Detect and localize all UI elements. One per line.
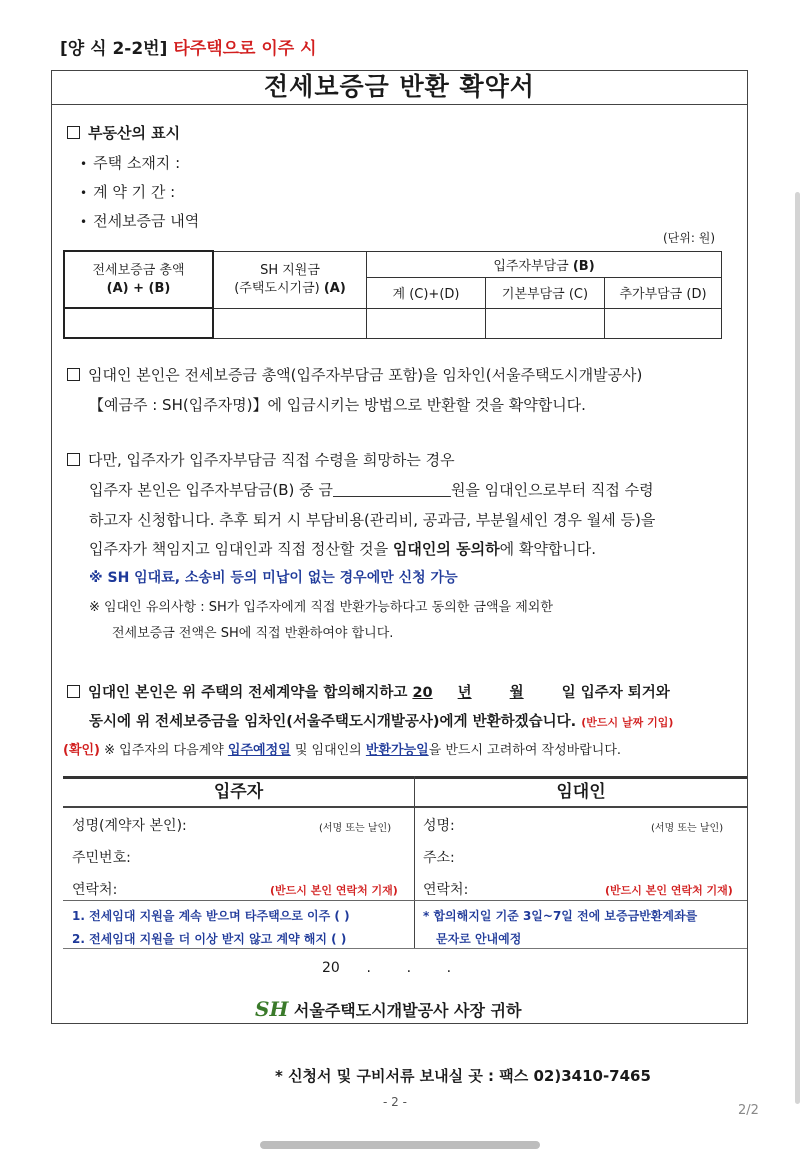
clause1-line2: 【예금주 : SH(입주자명)】에 입금시키는 방법으로 반환할 것을 확약합니다. <box>89 396 586 414</box>
clause1-line1 <box>67 364 642 385</box>
checkbox-square-icon <box>67 685 80 698</box>
confirm-text-c: 및 임대인의 <box>290 743 366 758</box>
landlord-name-label: 성명: <box>423 818 455 834</box>
clause2-line3 <box>89 538 596 559</box>
confirm-text-e: 을 반드시 고려하여 작성바랍니다. <box>428 743 622 758</box>
sh-header <box>213 251 367 308</box>
property-item-deposit <box>80 210 199 231</box>
sh-amount-cell[interactable] <box>213 308 367 338</box>
sum-amount-cell[interactable] <box>367 308 486 338</box>
tenant-contact-note: (반드시 본인 연락처 기재) <box>270 884 398 897</box>
landlord-contact-label: 연락처: <box>423 882 469 898</box>
tenant-contact-label: 연락처: <box>72 882 118 898</box>
day-label: 일 <box>561 685 576 701</box>
landlord-contact-note: (반드시 본인 연락처 기재) <box>605 884 733 897</box>
tenant-name-label: 성명(계약자 본인): <box>72 818 187 834</box>
confirm-line <box>63 739 621 758</box>
clause2-heading-text: 다만, 입주자가 입주자부담금 직접 수령을 희망하는 경우 <box>88 451 455 469</box>
scrollbar[interactable] <box>795 192 800 1104</box>
tenant-heading: 입주자 <box>213 782 264 802</box>
clause2-line2: 하고자 신청합니다. 추후 퇴거 시 부담비용(관리비, 공과금, 부분월세인 경우 월세 등)을 <box>89 511 656 529</box>
tenant-burden-code: (B) <box>572 258 595 274</box>
bullet-icon: • <box>80 215 88 229</box>
property-heading <box>67 122 180 143</box>
year-prefix: 20 <box>412 685 433 701</box>
sh-header-code: (A) <box>323 280 346 296</box>
landlord-heading: 임대인 <box>556 782 606 802</box>
clause2-note1: ※ SH 임대료, 소송비 등의 미납이 없는 경우에만 신청 가능 <box>89 570 458 586</box>
date-required-note: (반드시 날짜 기입) <box>581 716 674 729</box>
bullet-icon: • <box>80 157 88 171</box>
home-indicator-bar[interactable] <box>260 1141 540 1149</box>
viewer-page-indicator: 2/2 <box>738 1103 759 1118</box>
basic-burden-header: 기본부담금 (C) <box>486 278 605 308</box>
clause3-line1-a: 임대인 본인은 위 주택의 전세계약을 합의해지하고 <box>88 685 413 701</box>
property-item-label: 계 약 기 간 : <box>93 183 176 201</box>
landlord-note-line2: 문자로 안내예정 <box>436 932 522 946</box>
tenant-burden-header <box>367 251 722 278</box>
property-heading-text: 부동산의 표시 <box>88 124 181 142</box>
deposit-table <box>63 250 722 339</box>
landlord-address-label: 주소: <box>423 850 455 866</box>
page-number: - 2 - <box>383 1095 407 1109</box>
clause2-line3-c: 에 확약합니다. <box>499 540 597 558</box>
basic-amount-cell[interactable] <box>486 308 605 338</box>
property-item-label: 주택 소재지 : <box>93 154 181 172</box>
landlord-note-line1: * 합의해지일 기준 3일~7일 전에 보증금반환계좌를 <box>423 909 698 923</box>
clause2-note2-line1: ※ 임대인 유의사항 : SH가 입주자에게 직접 반환가능하다고 동의한 금액을 제외한 <box>89 600 553 615</box>
clause2-note2-line2: 전세보증금 전액은 SH에 직접 반환하여야 합니다. <box>112 626 394 641</box>
document-title: 전세보증금 반환 확약서 <box>51 70 748 105</box>
sum-header: 계 (C)+(D) <box>367 278 486 308</box>
date-line: 20 . . . <box>322 960 452 976</box>
return-date-text: 반환가능일 <box>365 743 429 758</box>
checkbox-square-icon <box>67 126 80 139</box>
tenant-sign-note: (서명 또는 날인) <box>319 823 392 834</box>
move-in-date-text: 입주예정일 <box>227 743 291 758</box>
sh-header-line1: SH 지원금 <box>260 262 320 278</box>
form-subtitle: 타주택으로 이주 시 <box>173 39 317 59</box>
clause2-line1-a: 입주자 본인은 입주자부담금(B) 중 금 <box>89 481 333 499</box>
extra-amount-cell[interactable] <box>605 308 722 338</box>
sh-logo: SH <box>255 997 289 1021</box>
tenant-id-label: 주민번호: <box>72 850 131 866</box>
unit-note: (단위: 원) <box>663 231 715 245</box>
landlord-sign-note: (서명 또는 날인) <box>651 823 724 834</box>
month-label: 월 <box>509 685 524 701</box>
clause1-text: 임대인 본인은 전세보증금 총액(입주자부담금 포함)을 임차인(서울주택도시개발공사) <box>88 366 643 384</box>
clause3-line1-b: 입주자 퇴거와 <box>575 685 670 701</box>
date-fill-underline[interactable] <box>412 685 561 701</box>
recipient-text: 서울주택도시개발공사 사장 귀하 <box>293 1001 522 1020</box>
clause2-line3-a: 입주자가 책임지고 임대인과 직접 정산할 것을 <box>89 540 393 558</box>
clause3-line2-text: 동시에 위 전세보증금을 임차인(서울주택도시개발공사)에게 반환하겠습니다. <box>89 714 577 730</box>
landlord-consent-text: 임대인의 동의하 <box>392 540 500 558</box>
property-item-period <box>80 181 175 202</box>
recipient-line <box>255 997 521 1021</box>
sh-header-line2: (주택도시기금) <box>234 280 320 296</box>
bullet-icon: • <box>80 186 88 200</box>
year-label: 년 <box>457 685 472 701</box>
property-item-label: 전세보증금 내역 <box>93 212 200 230</box>
clause2-line1-b: 원을 임대인으로부터 직접 수령 <box>450 481 654 499</box>
checkbox-square-icon <box>67 368 80 381</box>
clause3-line2 <box>89 710 673 731</box>
property-item-address <box>80 152 180 173</box>
signature-header-divider <box>63 806 747 808</box>
total-amount-cell[interactable] <box>64 308 213 338</box>
total-header <box>64 251 213 308</box>
checkbox-square-icon <box>67 453 80 466</box>
tenant-option-2[interactable]: 2. 전세임대 지원을 더 이상 받지 않고 계약 해지 ( ) <box>72 932 347 946</box>
form-code: [양 식 2-2번] <box>60 39 168 59</box>
amount-blank[interactable] <box>333 482 451 497</box>
form-number <box>60 34 317 59</box>
fax-note: * 신청서 및 구비서류 보내실 곳 : 팩스 02)3410-7465 <box>275 1067 651 1085</box>
total-header-line1: 전세보증금 총액 <box>92 262 185 278</box>
clause3-line1 <box>67 681 670 702</box>
total-header-line2: (A) + (B) <box>106 280 171 296</box>
clause2-line1 <box>89 479 654 500</box>
signature-table-bottom-border <box>63 948 747 949</box>
tenant-option-1[interactable]: 1. 전세임대 지원을 계속 받으며 타주택으로 이주 ( ) <box>72 909 350 923</box>
signature-options-divider <box>63 900 747 901</box>
clause2-heading <box>67 449 455 470</box>
tenant-burden-label: 입주자부담금 <box>493 258 569 274</box>
confirm-text-a: ※ 입주자의 다음계약 <box>100 743 228 758</box>
confirm-label: (확인) <box>63 743 100 758</box>
extra-burden-header: 추가부담금 (D) <box>605 278 722 308</box>
